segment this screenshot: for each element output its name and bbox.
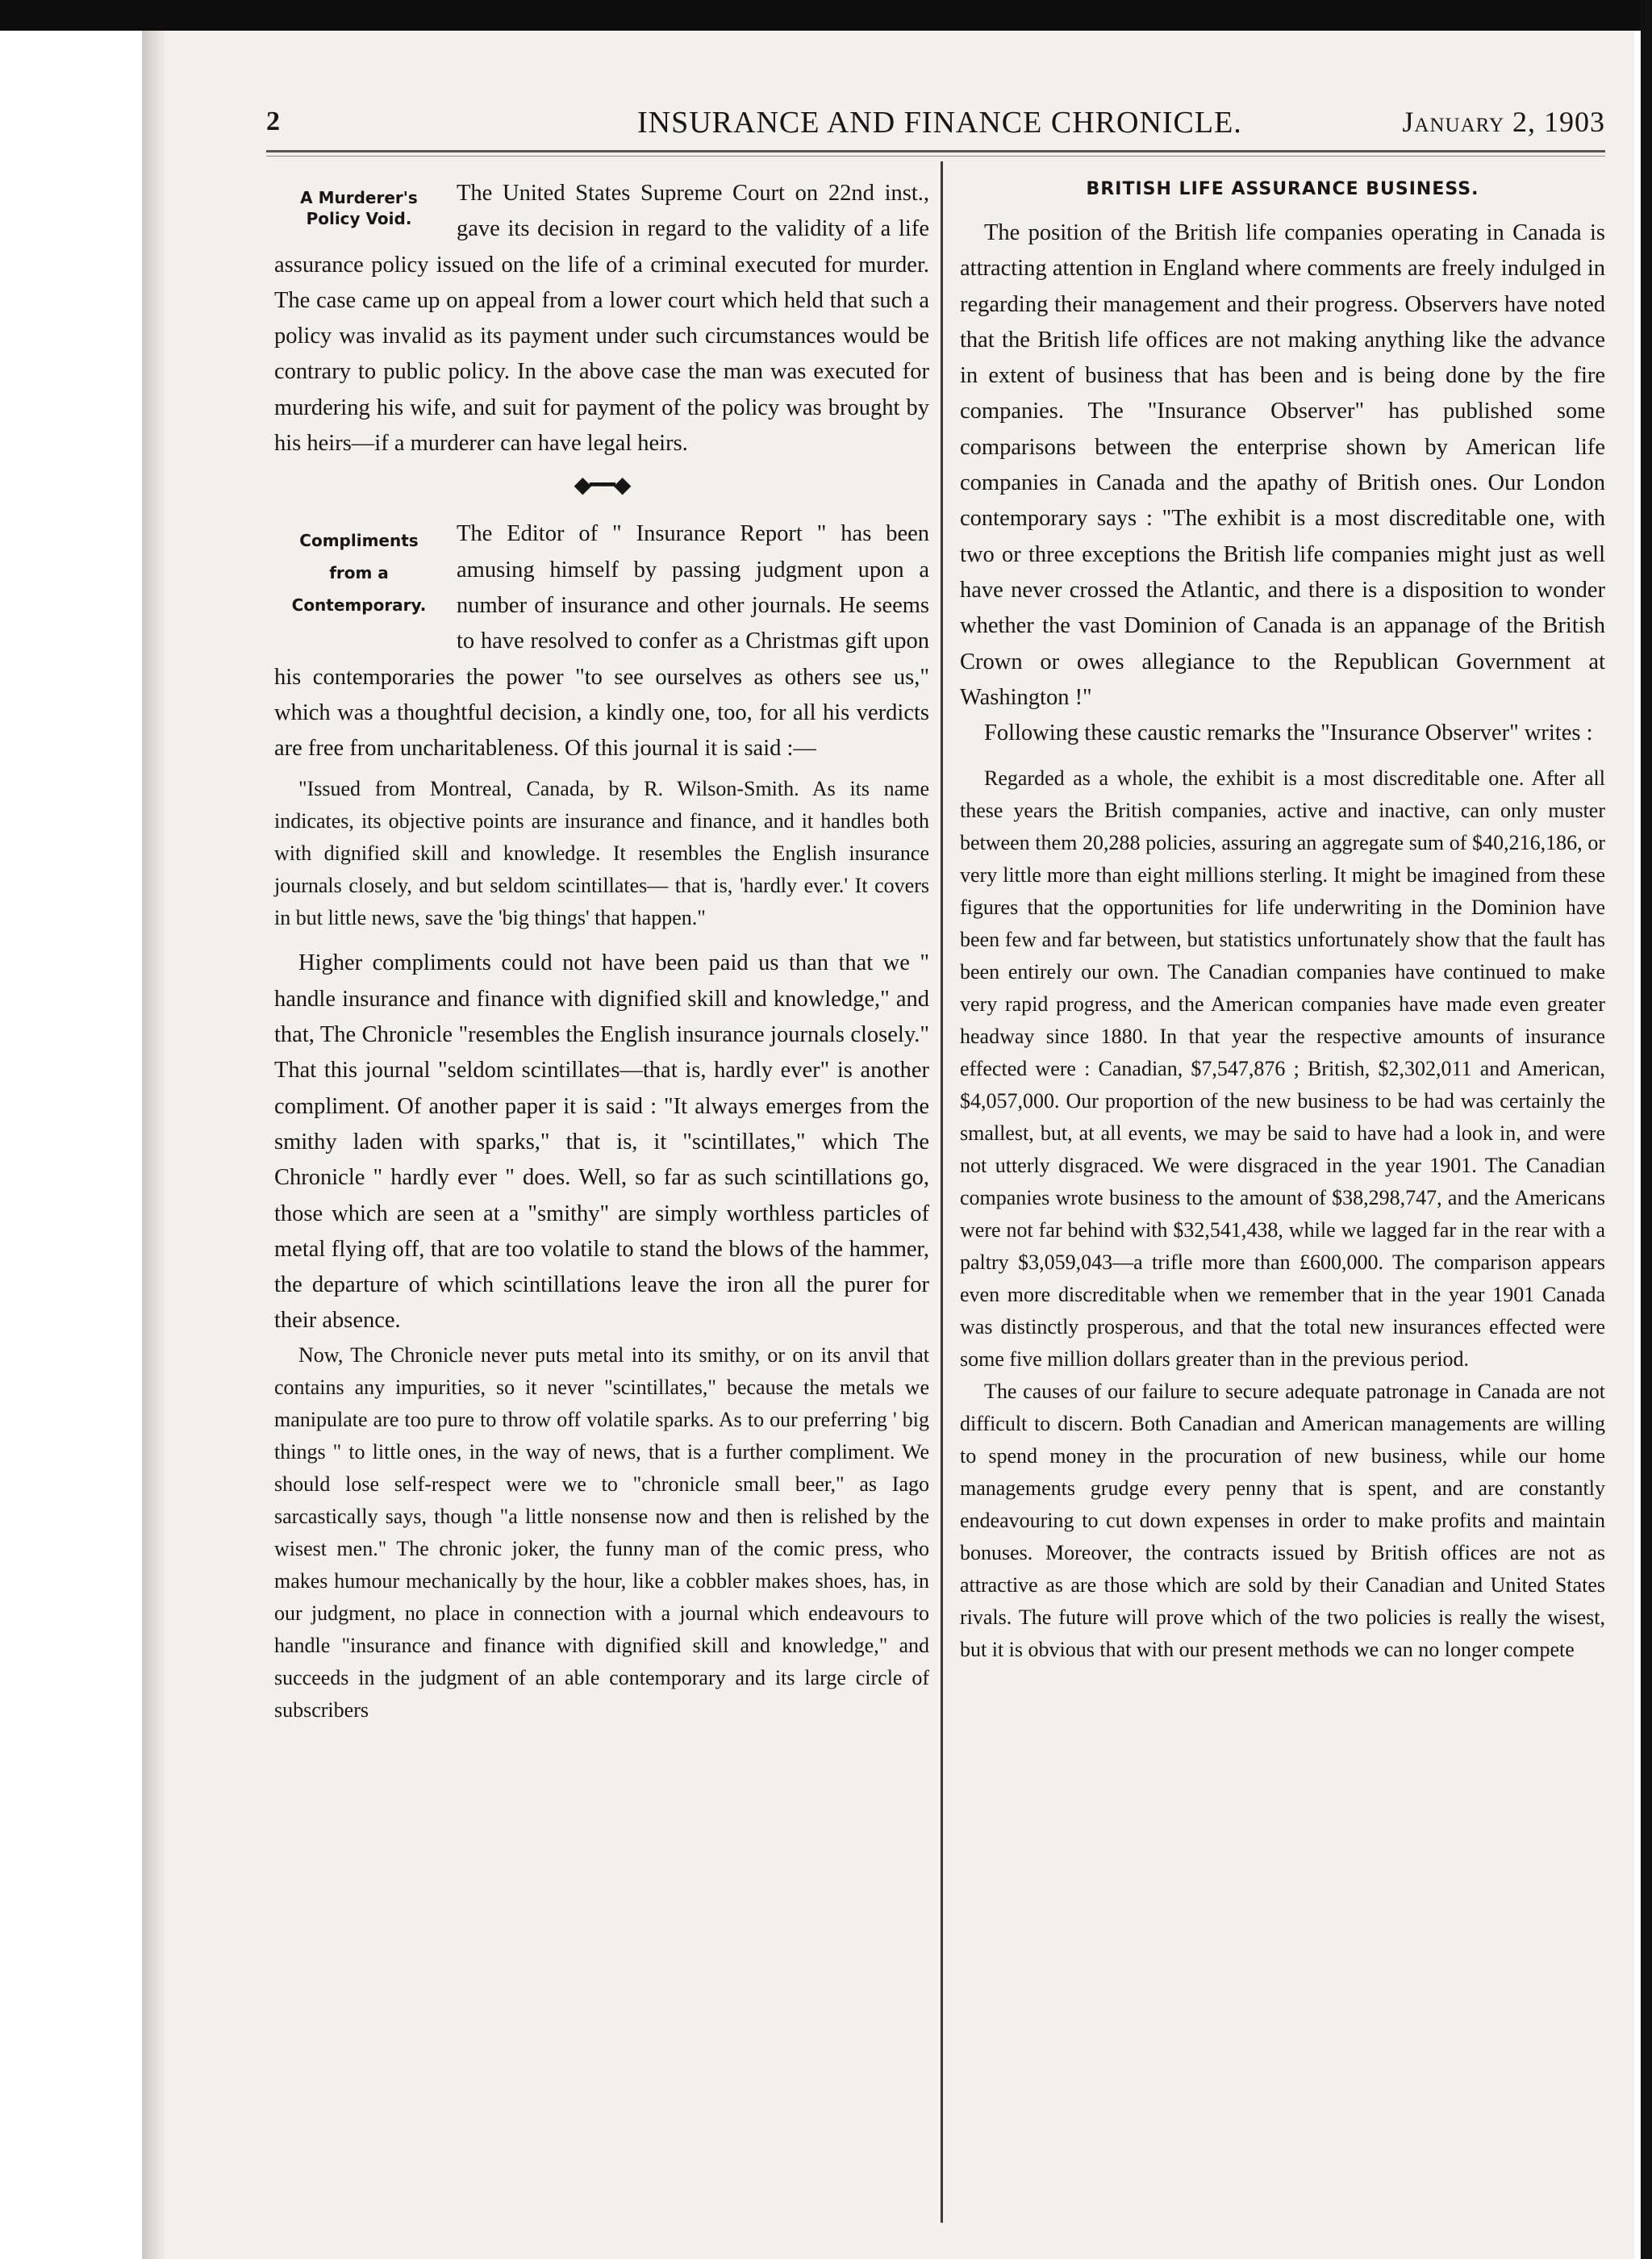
page-number: 2 <box>266 106 280 136</box>
sidehead-line: Contemporary. <box>291 595 427 616</box>
header-rule-thin <box>266 156 1605 157</box>
sidehead-line: Policy Void. <box>306 209 412 228</box>
article-paragraph: The Editor of " Insurance Report " has been amusing himself by passing judgment upon a number of insurance and other journals. He seems to have resolved to confer as a Christmas gift upon his contemporaries the power "to see ourselves as others see us," which was a thoughtful decision, a kindly one, too, for all his verdicts are free from uncharitableness. Of this journal it is said :— <box>274 521 929 762</box>
scan-border-top <box>0 0 1652 31</box>
issue-date: January 2, 1903 <box>1402 106 1605 138</box>
article-paragraph: The position of the British life companies operating in Canada is attracting attention in England where comments are freely indulged in regarding their management and their progress. Observers have noted that the British life offices are not making anything like the advance in extent of business that has been and is being done by the fire companies. The "Insurance Observer" has published some comparisons between the enterprise shown by American life companies in Canada and the apathy of British ones. Our London contemporary says : "The exhibit is a most discreditable one, with two or three exceptions the British life companies might just as well have never crossed the Atlantic, and there is a disposition to wonder whether the vast Dominion of Canada is an appanage of the British Crown or owes allegiance to the Republican Government at Washington !" <box>960 220 1605 710</box>
sidehead-line: A Murderer's <box>300 188 418 207</box>
article-paragraph: Now, The Chronicle never puts metal into its smithy, or on its anvil that contains any impurities, so it never "scintillates," because the metals we manipulate are too pure to throw off volatile sparks. As to our preferring ' big things " to little ones, in the way of news, that is a further compliment. We should lose self-respect were we to "chronicle small beer," as Iago sarcastically says, though "a little nonsense now and then is relished by the wisest men." The chronic joker, the funny man of the comic press, who makes humour mechanically by the hour, like a cobbler makes shoes, has, in our judgment, no place in connection with a journal which endeavours to handle "insurance and finance with dignified skill and knowledge," and succeeds in the judgment of an able contemporary and its large circle of subscribers <box>274 1342 929 1722</box>
article-title: BRITISH LIFE ASSURANCE BUSINESS. <box>1086 179 1479 199</box>
article-paragraph: Following these caustic remarks the "Insurance Observer" writes : <box>984 720 1593 746</box>
column-divider <box>941 161 943 2223</box>
left-column <box>274 176 929 1727</box>
scan-border-right <box>1641 0 1652 2259</box>
sidehead-compliments <box>274 524 444 621</box>
sidehead-murderers-policy <box>274 187 444 229</box>
article-compliments <box>274 516 929 1726</box>
section-ornament: ◆━━◆ <box>574 473 630 499</box>
journal-title: INSURANCE AND FINANCE CHRONICLE. <box>637 106 1242 140</box>
article-paragraph: Higher compliments could not have been paid us than that we " handle insurance and finance with dignified skill and knowledge," and that, The Chronicle "resembles the English insurance journals closely." That this journal "seldom scintillates—that is, hardly ever" is another compliment. Of another paper it is said : "It always emerges from the smithy laden with sparks," that is, it "scintillates," which The Chronicle " hardly ever " does. Well, so far as such scintillations go, those which are seen at a "smithy" are simply worthless particles of metal flying off, that are too volatile to stand the blows of the hammer, the departure of which scintillations leave the iron all the purer for their absence. <box>274 950 929 1334</box>
quoted-passage: The causes of our failure to secure adequate patronage in Canada are not difficult to discern. Both Canadian and American managements are willing to spend money in the procuration of new business, while our home managements grudge every penny that is spent, and are constantly endeavouring to cut down expenses in order to make profits and maintain bonuses. Moreover, the contracts issued by British offices are not as attractive as are those which are sold by their Canadian and United States rivals. The future will prove which of the two policies is really the wisest, but it is obvious that with our present methods we can no longer compete <box>960 1380 1605 1662</box>
sidehead-line: from a <box>329 563 389 583</box>
quoted-passage: Regarded as a whole, the exhibit is a most discreditable one. After all these years the British companies, active and inactive, can only muster between them 20,288 policies, assuring an aggregate sum of $40,216,186, or very little more than eight millions sterling. It might be imagined from these figures that the opportunities for life underwriting in the Dominion have been few and far between, but statistics unfortunately show that the fault has been entirely our own. The Canadian companies have continued to make very rapid progress, and the American companies have made even greater headway since 1880. In that year the respective amounts of insurance effected were : Canadian, $7,547,876 ; British, $2,302,011 and American, $4,057,000. Our proportion of the new business to be had was certainly the smallest, but, at all events, we may be said to have had a look in, and were not utterly disgraced. We were disgraced in the year 1901. The Canadian companies wrote business to the amount of $38,298,747, and the Americans were not far behind with $32,541,438, while we lagged far in the rear with a paltry $3,059,043—a trifle more than £600,000. The comparison appears even more discreditable when we remember that in the year 1901 Canada was distinctly prosperous, and that the total new insurances effected were some five million dollars greater than in the previous period. <box>960 766 1605 1372</box>
article-murderers-policy <box>274 176 929 461</box>
page-header <box>266 103 1605 144</box>
right-column <box>960 176 1605 1666</box>
sidehead-line: Compliments <box>299 531 419 551</box>
article-body: The United States Supreme Court on 22nd inst., gave its decision in regard to the validity of a life assurance policy issued on the life of a criminal executed for murder. The case came up on appeal from a lower court which held that such a policy was invalid as its payment under such circumstances would be contrary to public policy. In the above case the man was executed for murdering his wife, and suit for payment of the policy was brought by his heirs—if a murderer can have legal heirs. <box>274 181 929 457</box>
page-edge-shadow <box>142 31 166 2259</box>
header-rule <box>266 150 1605 152</box>
quoted-passage: "Issued from Montreal, Canada, by R. Wilson-Smith. As its name indicates, its objective points are insurance and finance, and it handles both with dignified skill and knowledge. It resembles the English insurance journals closely, and but seldom scintillates— that is, 'hardly ever.' It covers in but little news, save the 'big things' that happen." <box>274 777 929 930</box>
